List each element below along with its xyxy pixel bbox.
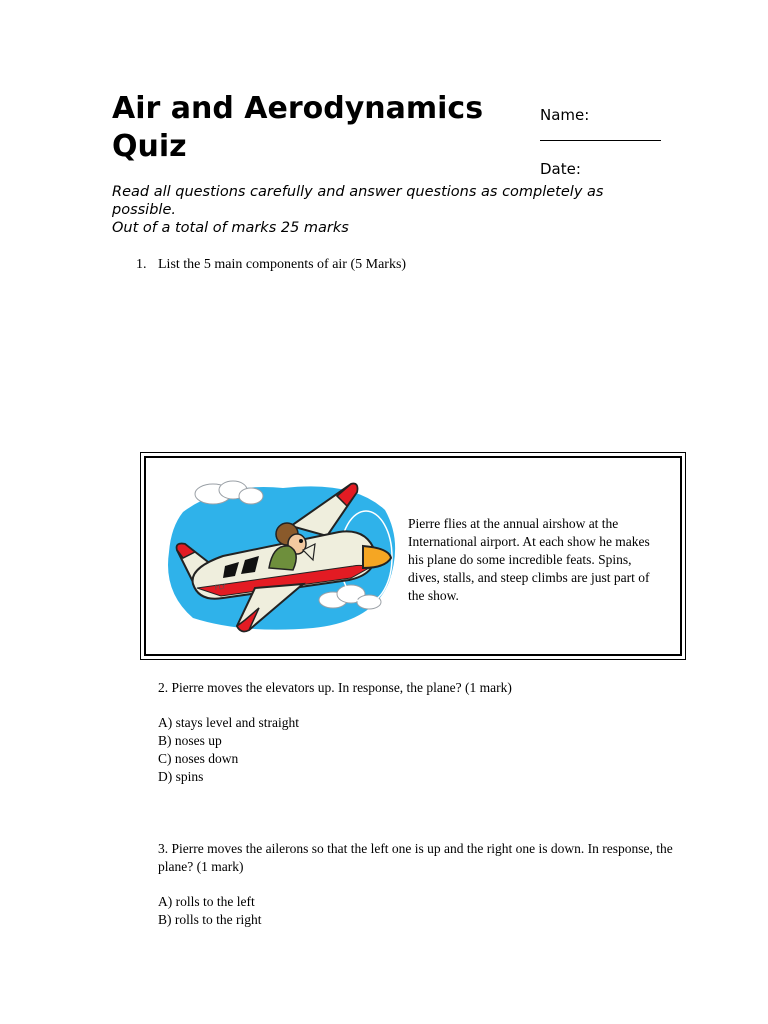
story-text: Pierre flies at the annual airshow at the International airport. At each show he makes his plane do some incredible feats. Spins, dives, stalls, and steep climbs are just part of the show. xyxy=(408,516,650,603)
title-line-2: Quiz xyxy=(112,129,187,164)
question-3-text: 3. Pierre moves the ailerons so that the left one is up and the right one is down. In response, the plane? (1 mark) xyxy=(158,841,673,874)
name-underline xyxy=(540,140,661,141)
question-2-options xyxy=(158,714,678,786)
question-3-option-a: A) rolls to the left xyxy=(158,894,255,909)
question-1-text: List the 5 main components of air (5 Marks) xyxy=(158,257,407,272)
question-1-number: 1. xyxy=(136,257,147,272)
question-2-option-b: B) noses up xyxy=(158,733,222,748)
question-3 xyxy=(158,840,678,929)
story-box xyxy=(140,452,686,660)
instructions-line-2: Out of a total of marks 25 marks xyxy=(112,220,349,236)
question-2 xyxy=(158,679,678,786)
name-label: Name: xyxy=(540,106,590,124)
date-label: Date: xyxy=(540,160,581,174)
question-1 xyxy=(136,257,406,273)
plane-fly-label: FLY xyxy=(214,582,227,592)
question-2-text: 2. Pierre moves the elevators up. In response, the plane? (1 mark) xyxy=(158,680,512,695)
question-3-options xyxy=(158,893,678,929)
story-box-inner-border xyxy=(144,456,682,656)
question-3-option-b: B) rolls to the right xyxy=(158,912,262,927)
quiz-title xyxy=(112,90,512,166)
instructions xyxy=(112,183,652,237)
question-2-option-a: A) stays level and straight xyxy=(158,715,299,730)
airplane-illustration xyxy=(163,472,403,634)
question-2-option-c: C) noses down xyxy=(158,751,239,766)
question-2-option-d: D) spins xyxy=(158,769,204,784)
title-line-1: Air and Aerodynamics xyxy=(112,91,484,126)
instructions-line-1: Read all questions carefully and answer questions as completely as possible. xyxy=(112,184,604,218)
